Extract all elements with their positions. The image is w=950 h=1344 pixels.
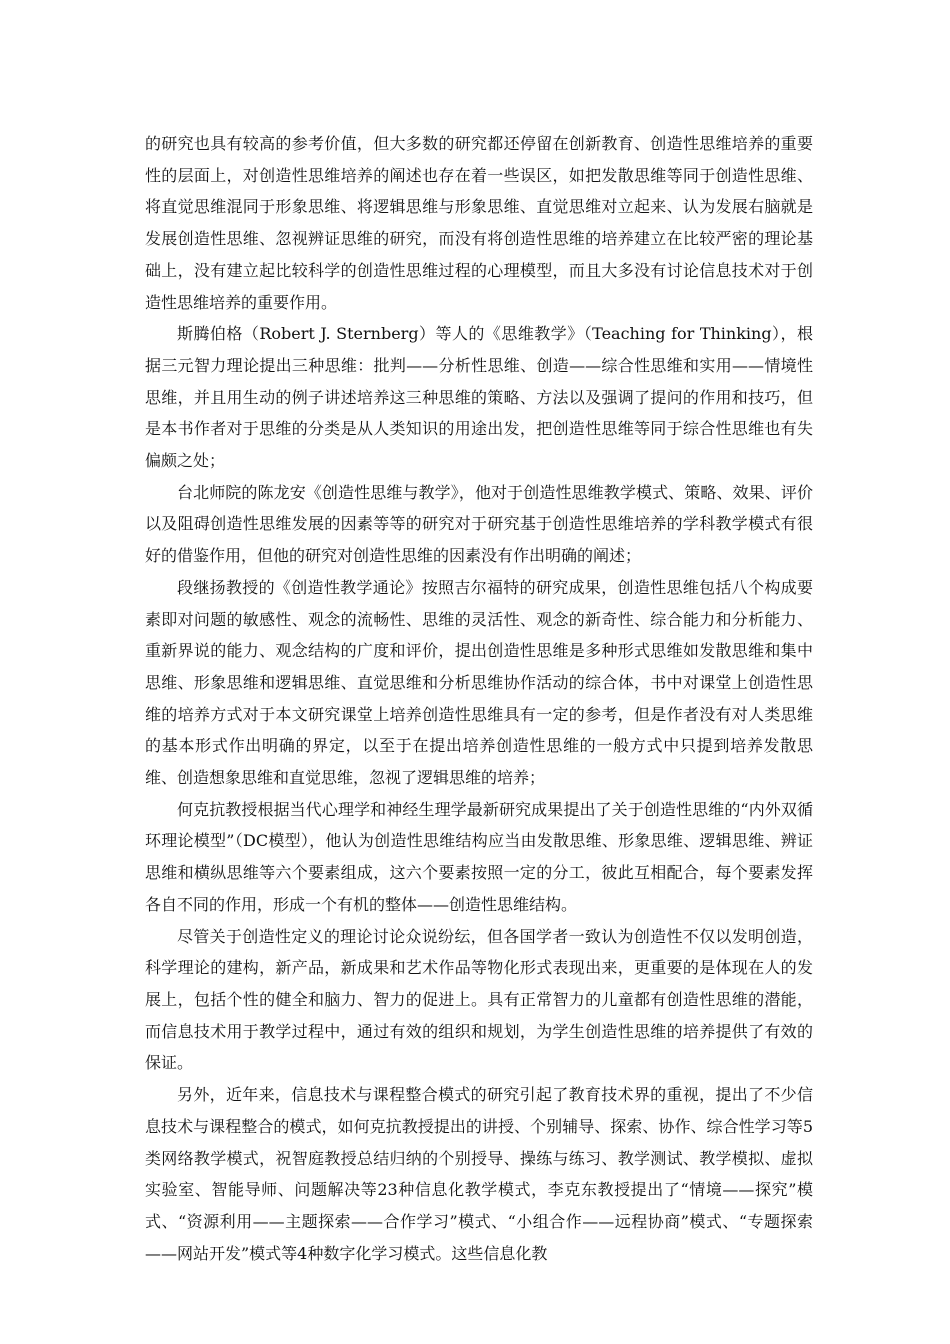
paragraph-2: 斯腾伯格（Robert J. Sternberg）等人的《思维教学》（Teaching for Thinking），根据三元智力理论提出三种思维：批判——分析性思维、创造——综合性思维和实用——情境性思维，并且用生动的例子讲述培养这三种思维的策略、方法以及强调了提问的作用和技巧，但是本书作者对于思维的分类是从人类知识的用途出发，把创造性思维等同于综合性思维也有失偏颇之处； [145, 324, 813, 471]
document-body [145, 128, 813, 1269]
paragraph-4: 段继扬教授的《创造性教学通论》按照吉尔福特的研究成果，创造性思维包括八个构成要素即对问题的敏感性、观念的流畅性、思维的灵活性、观念的新奇性、综合能力和分析能力、重新界说的能力、观念结构的广度和评价，提出创造性思维是多种形式思维如发散思维和集中思维、形象思维和逻辑思维、直觉思维和分析思维协作活动的综合体，书中对课堂上创造性思维的培养方式对于本文研究课堂上培养创造性思维具有一定的参考，但是作者没有对人类思维的基本形式作出明确的界定，以至于在提出培养创造性思维的一般方式中只提到培养发散思维、创造想象思维和直觉思维，忽视了逻辑思维的培养； [145, 577, 813, 788]
paragraph-5: 何克抗教授根据当代心理学和神经生理学最新研究成果提出了关于创造性思维的“内外双循环理论模型”（DC模型），他认为创造性思维结构应当由发散思维、形象思维、逻辑思维、辨证思维和横纵思维等六个要素组成，这六个要素按照一定的分工，彼此互相配合，每个要素发挥各自不同的作用，形成一个有机的整体——创造性思维结构。 [145, 799, 813, 914]
paragraph-1: 的研究也具有较高的参考价值，但大多数的研究都还停留在创新教育、创造性思维培养的重要性的层面上，对创造性思维培养的阐述也存在着一些误区，如把发散思维等同于创造性思维、将直觉思维混同于形象思维、将逻辑思维与形象思维、直觉思维对立起来、认为发展右脑就是发展创造性思维、忽视辨证思维的研究，而没有将创造性思维的培养建立在比较严密的理论基础上，没有建立起比较科学的创造性思维过程的心理模型，而且大多没有讨论信息技术对于创造性思维培养的重要作用。 [145, 134, 813, 312]
paragraph-3: 台北师院的陈龙安《创造性思维与教学》，他对于创造性思维教学模式、策略、效果、评价以及阻碍创造性思维发展的因素等等的研究对于研究基于创造性思维培养的学科教学模式有很好的借鉴作用，但他的研究对创造性思维的因素没有作出明确的阐述； [145, 482, 813, 566]
paragraph-7: 另外，近年来，信息技术与课程整合模式的研究引起了教育技术界的重视，提出了不少信息技术与课程整合的模式，如何克抗教授提出的讲授、个别辅导、探索、协作、综合性学习等5类网络教学模式，祝智庭教授总结归纳的个别授导、操练与练习、教学测试、教学模拟、虚拟实验室、智能导师、问题解决等23种信息化教学模式，李克东教授提出了“情境——探究”模式、“资源利用——主题探索——合作学习”模式、“小组合作——远程协商”模式、“专题探索——网站开发”模式等4种数字化学习模式。这些信息化教 [145, 1085, 813, 1263]
paragraph-6: 尽管关于创造性定义的理论讨论众说纷纭，但各国学者一致认为创造性不仅以发明创造，科学理论的建构，新产品，新成果和艺术作品等物化形式表现出来，更重要的是体现在人的发展上，包括个性的健全和脑力、智力的促进上。具有正常智力的儿童都有创造性思维的潜能，而信息技术用于教学过程中，通过有效的组织和规划，为学生创造性思维的培养提供了有效的保证。 [145, 926, 813, 1073]
